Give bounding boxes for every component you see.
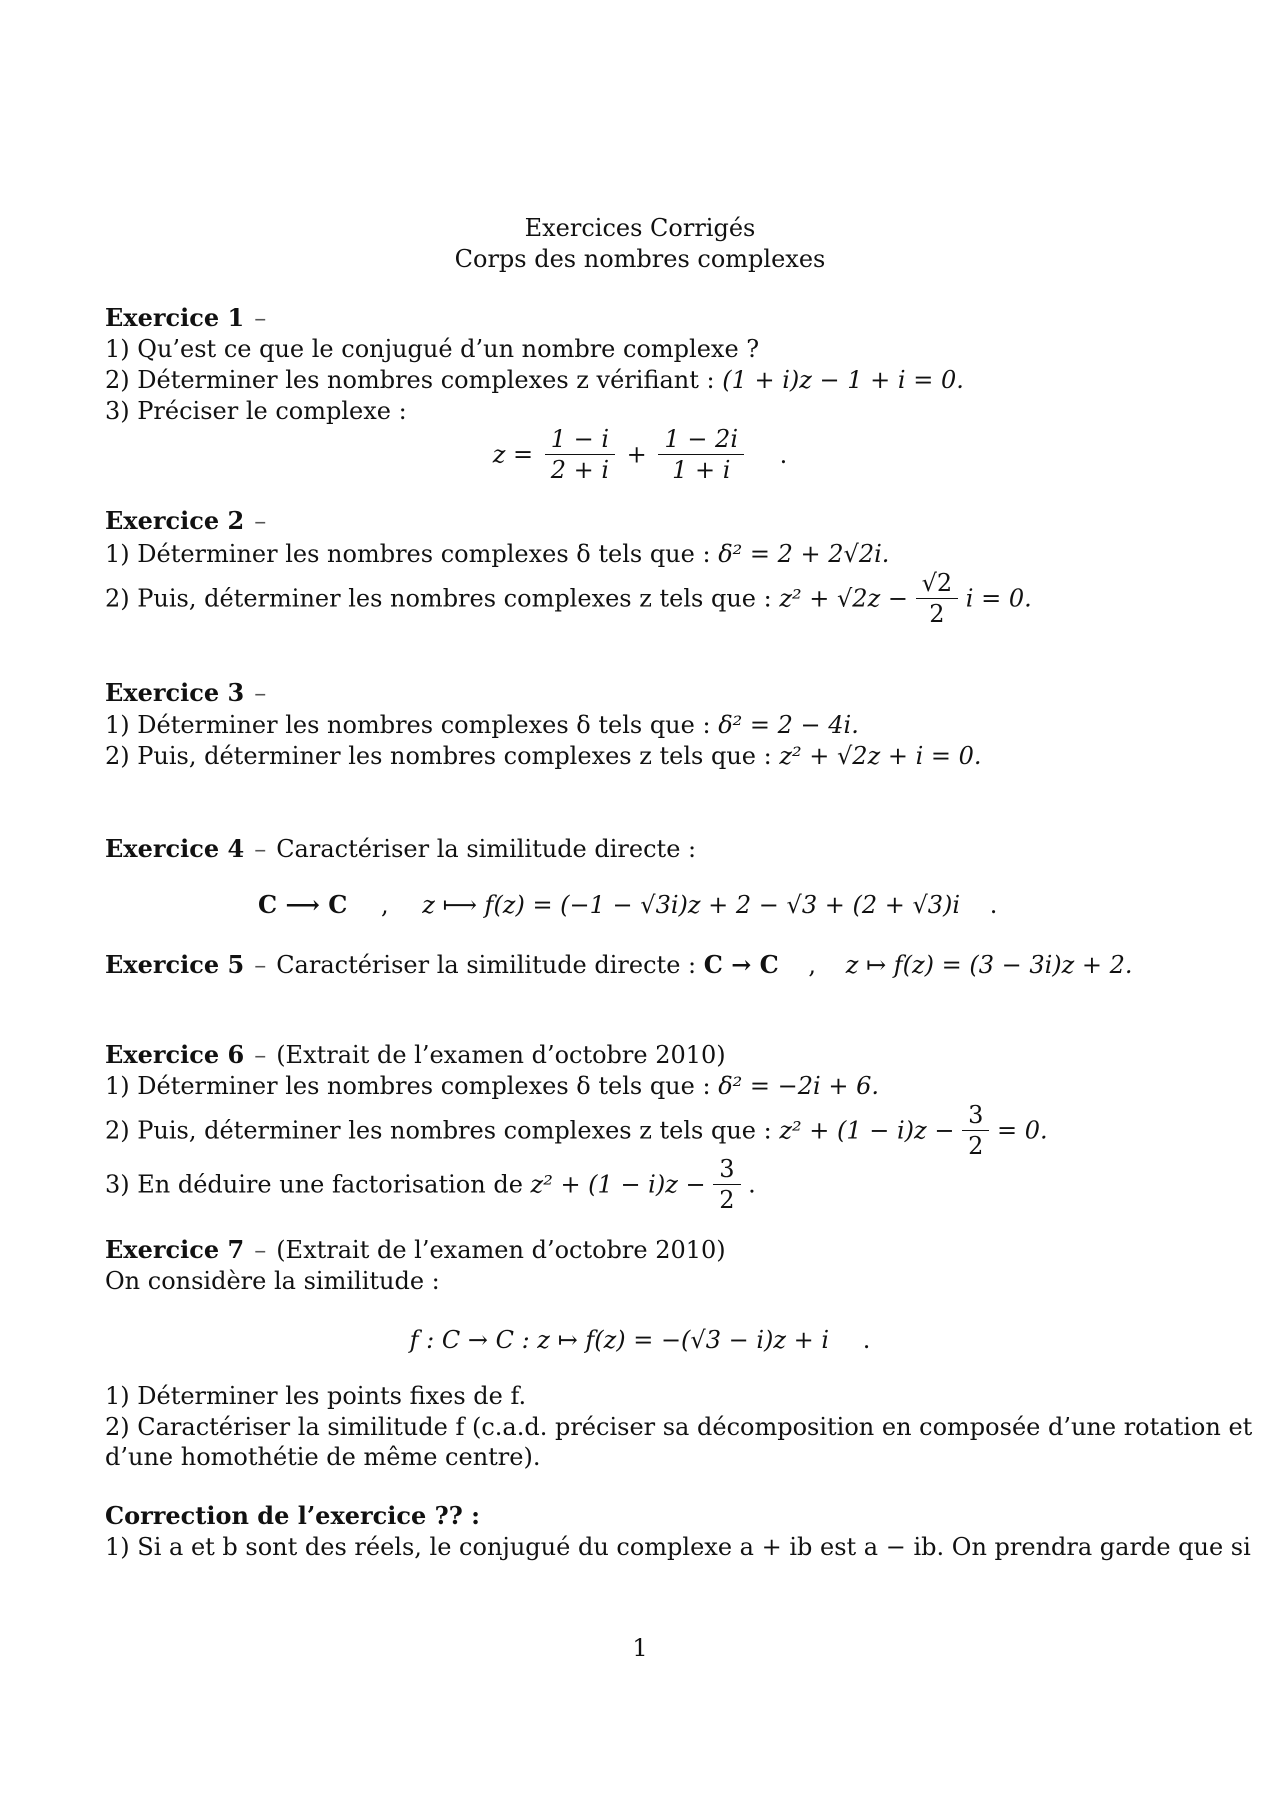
ex7-end: . xyxy=(862,1326,871,1354)
ex6-q1-eq: δ² = −2i + 6. xyxy=(718,1072,879,1100)
ex4-expression: z ⟼ f(z) = (−1 − √3i)z + 2 − √3 + (2 + √3)i xyxy=(422,891,961,919)
correction-line1: 1) Si a et b sont des réels, le conjugué du complexe a + ib est a − ib. On prendra garde que si xyxy=(105,1533,1251,1561)
ex7-intro: On considère la similitude : xyxy=(105,1267,440,1295)
ex3-q1-eq: δ² = 2 − 4i. xyxy=(718,711,859,739)
ex1-formula xyxy=(0,424,1280,485)
ex1-q2 xyxy=(105,365,964,395)
ex5-line xyxy=(105,950,1133,980)
ex6-heading xyxy=(105,1040,726,1070)
ex1-q2-eq: (1 + i)z − 1 + i = 0. xyxy=(722,366,964,394)
ex3-q2 xyxy=(105,741,982,771)
ex2-q2-den: 2 xyxy=(929,600,945,628)
dash: – xyxy=(254,304,267,332)
ex7-title: Exercice 7 xyxy=(105,1235,245,1264)
ex2-q1-eq: δ² = 2 + 2√2i. xyxy=(718,540,890,568)
ex6-q2-eq-a: z² + (1 − i)z − xyxy=(779,1116,955,1145)
ex4-title: Exercice 4 xyxy=(105,834,245,863)
doc-subtitle: Corps des nombres complexes xyxy=(454,245,826,273)
dash: – xyxy=(254,835,267,863)
ex6-q2-eq-b: = 0. xyxy=(997,1116,1048,1145)
ex4-sep: , xyxy=(380,891,389,919)
ex2-q1-text: 1) Déterminer les nombres complexes δ tels que : xyxy=(105,540,711,568)
ex7-expression: f : C → C : z ↦ f(z) = −(√3 − i)z + i xyxy=(409,1326,830,1354)
ex6-q3-fraction xyxy=(713,1154,740,1215)
ex1-end: . xyxy=(779,440,788,469)
ex2-q1 xyxy=(105,539,889,569)
ex4-end: . xyxy=(989,891,998,919)
ex5-title: Exercice 5 xyxy=(105,950,245,979)
ex2-q2-eq-a: z² + √2z − xyxy=(779,584,908,613)
ex4-map: C ⟶ C xyxy=(258,890,348,919)
ex1-eq-lhs: z = xyxy=(492,440,534,469)
page-number: 1 xyxy=(632,1634,648,1662)
ex6-q2-den: 2 xyxy=(968,1132,984,1160)
ex4-formula xyxy=(258,890,997,920)
ex6-q3 xyxy=(105,1154,756,1215)
ex3-q1 xyxy=(105,710,859,740)
ex3-q2-text: 2) Puis, déterminer les nombres complexes z tels que : xyxy=(105,742,772,770)
ex6-q2 xyxy=(105,1100,1048,1161)
ex5-sep: , xyxy=(808,951,817,979)
ex1-f1-den: 2 + i xyxy=(550,456,610,484)
ex3-heading xyxy=(105,678,276,708)
ex1-q2-text: 2) Déterminer les nombres complexes z vérifiant : xyxy=(105,366,715,394)
ex2-q2-num: √2 xyxy=(916,568,959,599)
ex6-q3-den: 2 xyxy=(719,1186,735,1214)
ex6-q2-fraction xyxy=(962,1100,989,1161)
ex5-expression: z ↦ f(z) = (3 − 3i)z + 2. xyxy=(845,951,1133,979)
dash: – xyxy=(254,1236,267,1264)
ex7-q2-line2: d’une homothétie de même centre). xyxy=(105,1443,541,1471)
ex6-q3-eq: z² + (1 − i)z − xyxy=(530,1170,706,1199)
correction-title: Correction de l’exercice ?? : xyxy=(105,1501,480,1530)
ex7-q1: 1) Déterminer les points fixes de f. xyxy=(105,1382,527,1410)
ex2-title: Exercice 2 xyxy=(105,506,245,535)
ex6-source: (Extrait de l’examen d’octobre 2010) xyxy=(276,1041,726,1069)
dash: – xyxy=(254,951,267,979)
ex1-q3: 3) Préciser le complexe : xyxy=(105,397,407,425)
ex7-formula xyxy=(0,1325,1280,1355)
ex7-heading xyxy=(105,1235,726,1265)
doc-title: Exercices Corrigés xyxy=(524,214,756,242)
ex3-title: Exercice 3 xyxy=(105,678,245,707)
ex1-q1: 1) Qu’est ce que le conjugué d’un nombre complexe ? xyxy=(105,335,760,363)
ex6-q1-text: 1) Déterminer les nombres complexes δ tels que : xyxy=(105,1072,711,1100)
ex3-q1-text: 1) Déterminer les nombres complexes δ tels que : xyxy=(105,711,711,739)
ex3-q2-eq: z² + √2z + i = 0. xyxy=(779,742,982,770)
ex2-q2 xyxy=(105,568,1032,629)
ex1-f2-den: 1 + i xyxy=(672,456,731,484)
ex2-q2-fraction xyxy=(916,568,959,629)
ex1-plus: + xyxy=(626,440,647,469)
ex4-text: Caractériser la similitude directe : xyxy=(276,835,697,863)
dash: – xyxy=(254,507,267,535)
dash: – xyxy=(254,679,267,707)
ex6-q1 xyxy=(105,1071,879,1101)
ex1-f2-num: 1 − 2i xyxy=(658,424,744,455)
ex7-q2-line1: 2) Caractériser la similitude f (c.a.d. préciser sa décomposition en composée d’une rotation et xyxy=(105,1413,1253,1441)
ex5-text: Caractériser la similitude directe : xyxy=(276,951,697,979)
ex2-q2-eq-b: i = 0. xyxy=(965,584,1032,613)
ex6-q2-text: 2) Puis, déterminer les nombres complexes z tels que : xyxy=(105,1116,772,1145)
ex5-map: C → C xyxy=(703,950,779,979)
ex4-heading xyxy=(105,834,696,864)
ex6-title: Exercice 6 xyxy=(105,1040,245,1069)
ex6-q2-num: 3 xyxy=(962,1100,989,1131)
ex1-heading xyxy=(105,303,276,333)
ex2-heading xyxy=(105,506,276,536)
ex1-fraction-2 xyxy=(658,424,744,485)
dash: – xyxy=(254,1041,267,1069)
ex2-q2-text: 2) Puis, déterminer les nombres complexes z tels que : xyxy=(105,584,772,613)
ex6-q3-num: 3 xyxy=(713,1154,740,1185)
ex1-fraction-1 xyxy=(545,424,615,485)
ex1-title: Exercice 1 xyxy=(105,303,245,332)
ex6-q3-end: . xyxy=(748,1170,756,1199)
ex1-f1-num: 1 − i xyxy=(545,424,615,455)
ex7-source: (Extrait de l’examen d’octobre 2010) xyxy=(276,1236,726,1264)
ex6-q3-text: 3) En déduire une factorisation de xyxy=(105,1170,523,1199)
